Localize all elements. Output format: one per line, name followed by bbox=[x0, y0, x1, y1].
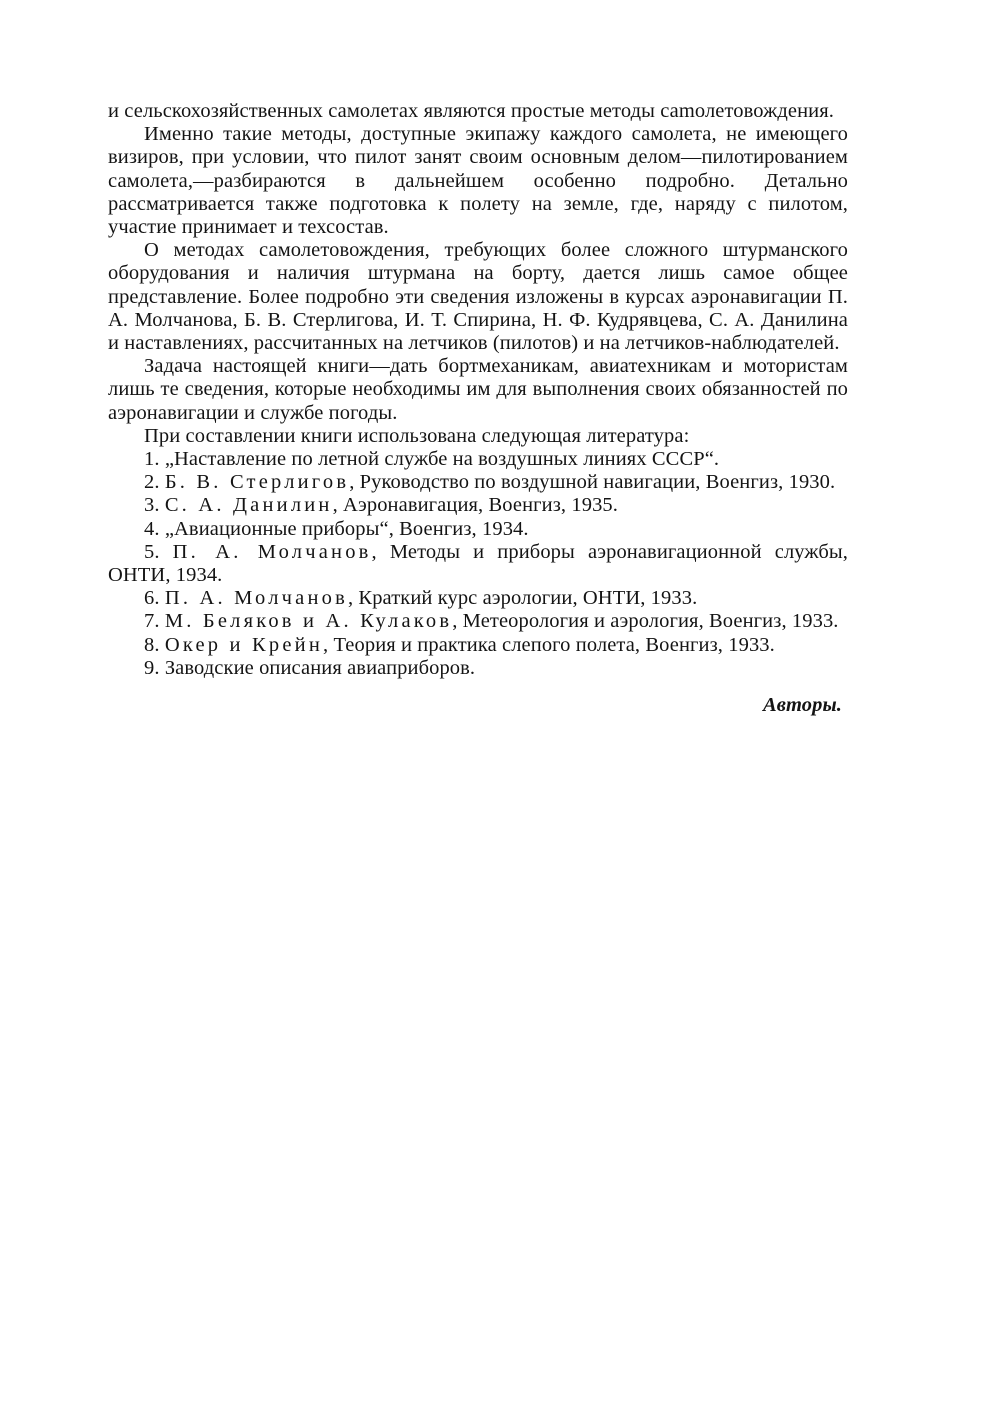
literature-item bbox=[108, 541, 848, 587]
literature-number: 3. bbox=[144, 494, 165, 517]
literature-title: , Методы и приборы аэронавигационной службы, ОНТИ, 1934. bbox=[108, 540, 848, 587]
literature-item bbox=[108, 634, 848, 657]
literature-item bbox=[108, 471, 848, 494]
literature-number: 7. bbox=[144, 610, 165, 633]
paragraph-literature-heading: При составлении книги использована следующая литература: bbox=[144, 424, 690, 447]
literature-author: М. Беляков и А. Кулаков bbox=[164, 610, 453, 633]
literature-number: 9. bbox=[144, 656, 165, 679]
literature-item bbox=[108, 448, 848, 471]
literature-author: П. А. Молчанов bbox=[172, 540, 372, 563]
literature-list bbox=[108, 448, 848, 680]
literature-title: , Аэронавигация, Военгиз, 1935. bbox=[332, 494, 618, 517]
literature-title: Заводские описания авиаприборов. bbox=[164, 656, 476, 679]
literature-item bbox=[108, 494, 848, 517]
literature-item bbox=[108, 587, 848, 610]
literature-number: 2. bbox=[144, 471, 165, 494]
literature-number: 6. bbox=[144, 587, 165, 610]
paragraph-complex-methods: О методах самолетовождения, требующих более сложного штурманского оборудования и наличия штурмана на борту, дается лишь самое общее представление. Более подробно эти сведения изложены в курсах аэронавигации П. А. Молчанова, Б. В. Стерлигова, И. Т. Спирина, Н. Ф. Кудрявцева, С. А. Данилина и наставлениях, рассчитанных на летчиков (пилотов) и на летчиков-наблюдателей. bbox=[108, 239, 848, 355]
literature-number: 8. bbox=[144, 633, 165, 656]
paragraph-intro-continuation: и сельскохозяйственных самолетах являются простые методы саmолетовождения. bbox=[108, 100, 835, 122]
literature-author: С. А. Данилин bbox=[164, 494, 333, 517]
literature-title: , Теория и практика слепого полета, Военгиз, 1933. bbox=[323, 633, 775, 656]
literature-title: , Метеорология и аэрология, Военгиз, 1933. bbox=[452, 610, 839, 633]
literature-author: Окер и Крейн bbox=[164, 633, 323, 656]
paragraph-methods: Именно такие методы, доступные экипажу каждого самолета, не имеющего визиров, при условии, что пилот занят своим основным делом—пилотированием самолета,—разбираются в дальнейшем особенно подробно. Детально рассматривается также подготовка к полету на земле, где, наряду с пилотом, участие принимает и техсостав. bbox=[108, 123, 848, 239]
literature-number: 4. bbox=[144, 517, 165, 540]
literature-number: 1. bbox=[144, 448, 165, 471]
literature-number: 5. bbox=[144, 540, 173, 563]
literature-title: , Краткий курс аэрологии, ОНТИ, 1933. bbox=[347, 587, 698, 610]
literature-item bbox=[108, 518, 848, 541]
signature: Авторы. bbox=[762, 694, 842, 717]
literature-item bbox=[108, 610, 848, 633]
literature-title: „Наставление по летной службе на воздушных линиях СССР“. bbox=[164, 448, 720, 471]
literature-item bbox=[108, 657, 848, 680]
literature-title: „Авиационные приборы“, Военгиз, 1934. bbox=[164, 517, 529, 540]
literature-author: Б. В. Стерлигов bbox=[164, 471, 350, 494]
literature-author: П. А. Молчанов bbox=[164, 587, 348, 610]
document-page bbox=[108, 100, 848, 717]
literature-title: , Руководство по воздушной навигации, Военгиз, 1930. bbox=[349, 471, 836, 494]
paragraph-book-purpose: Задача настоящей книги—дать бортмеханикам, авиатехникам и мотористам лишь те сведения, которые необходимы им для выполнения своих обязанностей по аэронавигации и службе погоды. bbox=[108, 355, 848, 424]
